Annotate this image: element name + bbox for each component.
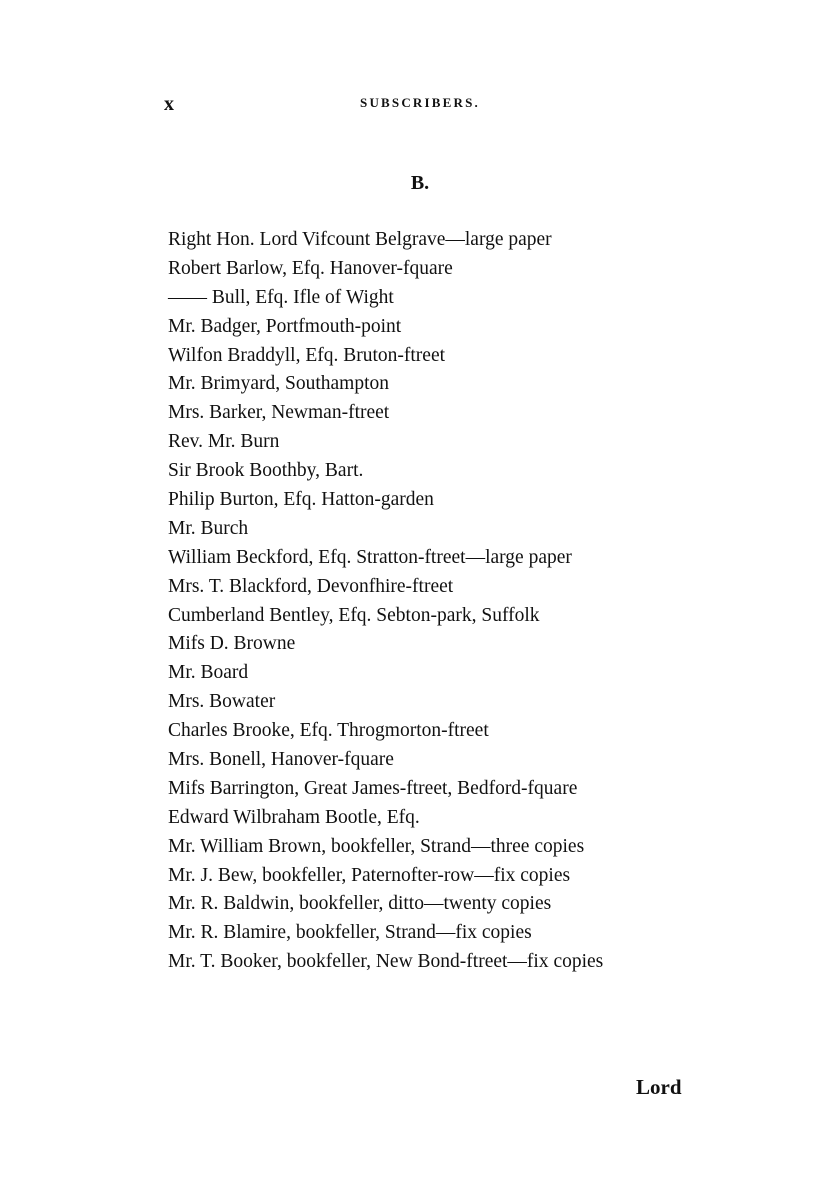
list-item: Mr. Board [168,662,249,684]
list-item: Robert Barlow, Efq. Hanover-fquare [168,257,453,279]
list-item: Wilfon Braddyll, Efq. Bruton-ftreet [168,344,446,366]
list-item: Mr. Brimyard, Southampton [168,373,389,395]
list-item: Mifs Barrington, Great James-ftreet, Bedford-fquare [168,777,578,799]
list-item: Mrs. Bonell, Hanover-fquare [168,749,394,771]
list-item: Mr. J. Bew, bookfeller, Paternofter-row—fix copies [168,864,571,886]
list-item: Mr. R. Blamire, bookfeller, Strand—fix copies [168,922,532,944]
list-item: Cumberland Bentley, Efq. Sebton-park, Suffolk [168,604,540,626]
list-item: Edward Wilbraham Bootle, Efq. [168,806,420,828]
list-item: —— Bull, Efq. Ifle of Wight [168,286,394,308]
list-item: William Beckford, Efq. Stratton-ftreet—large paper [168,546,572,568]
running-head: SUBSCRIBERS. [360,95,480,110]
section-letter: B. [410,172,430,194]
list-item: Mrs. Bowater [168,691,276,713]
list-item: Mr. R. Baldwin, bookfeller, ditto—twenty copies [168,893,552,915]
page-number: x [164,93,175,115]
list-item: Right Hon. Lord Vifcount Belgrave—large paper [168,229,552,250]
list-item: Mifs D. Browne [168,633,296,655]
list-item: Mrs. Barker, Newman-ftreet [168,402,390,424]
list-item: Charles Brooke, Efq. Throgmorton-ftreet [168,720,489,742]
list-item: Mr. T. Booker, bookfeller, New Bond-ftreet—fix copies [168,951,604,973]
subscriber-list [168,226,688,977]
list-item: Mr. Burch [168,517,249,539]
list-item: Mr. Badger, Portfmouth-point [168,315,402,337]
catchword: Lord [636,1075,682,1099]
list-item: Rev. Mr. Burn [168,431,280,453]
list-item: Mrs. T. Blackford, Devonfhire-ftreet [168,575,454,597]
list-item: Sir Brook Boothby, Bart. [168,460,364,482]
list-item: Mr. William Brown, bookfeller, Strand—three copies [168,835,585,857]
list-item: Philip Burton, Efq. Hatton-garden [168,489,434,511]
